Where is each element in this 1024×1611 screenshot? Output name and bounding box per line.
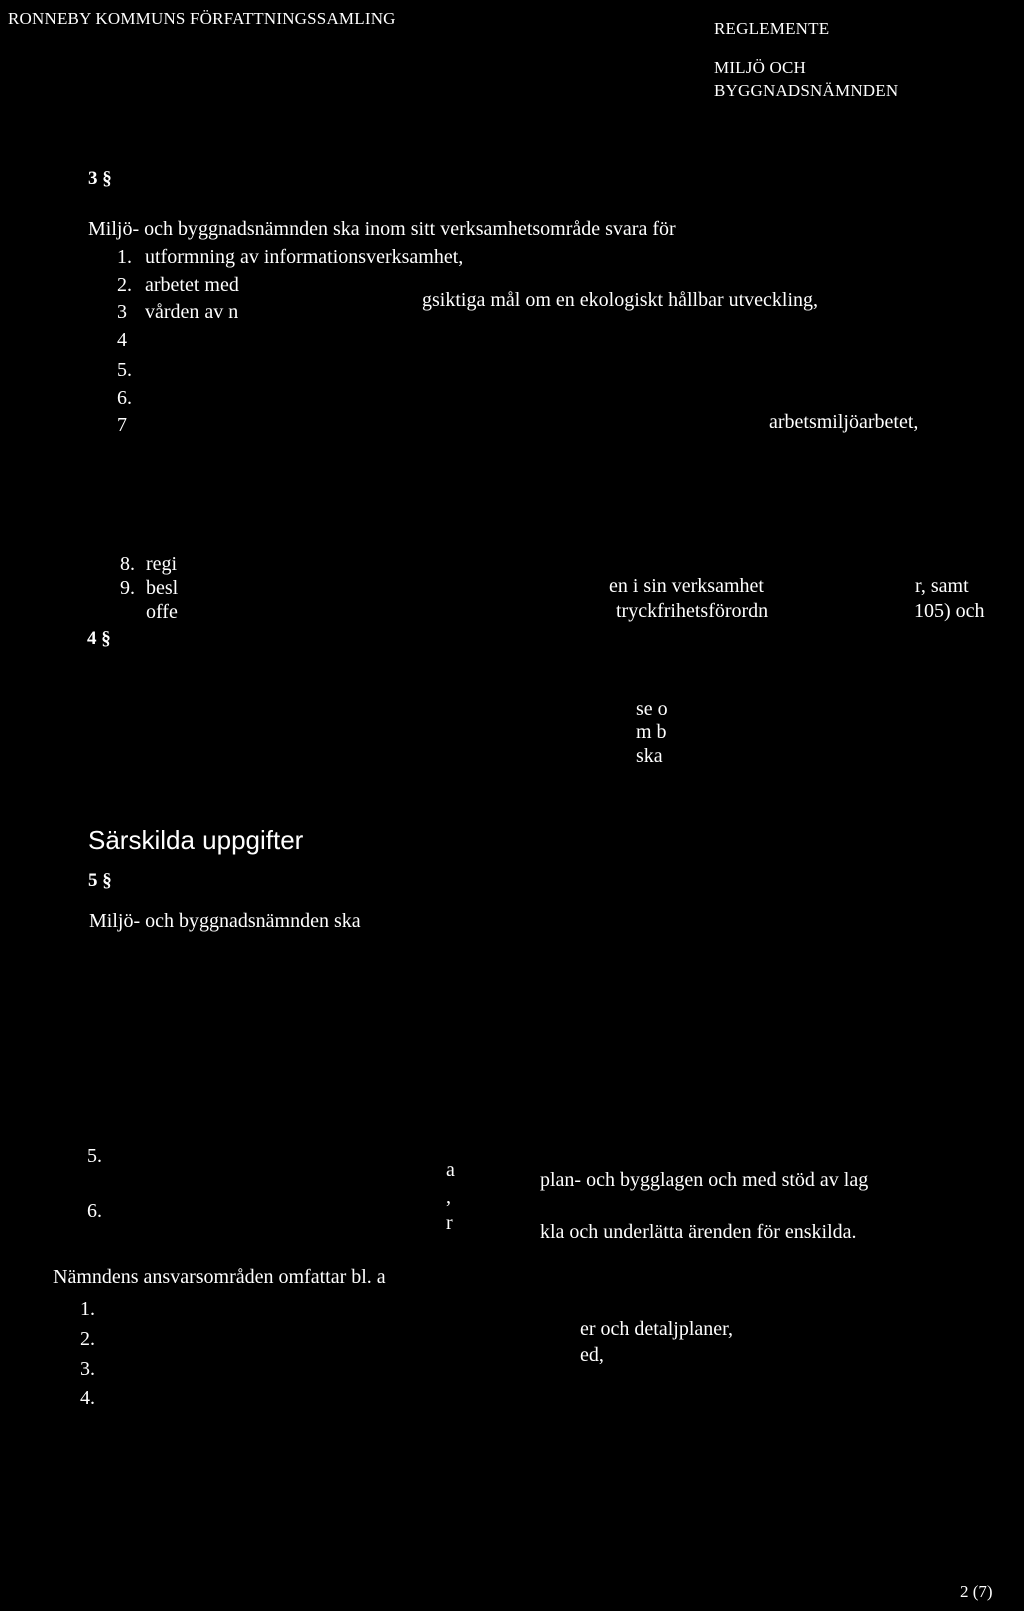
list-item-text-fragment: r, samt — [915, 575, 969, 597]
list-item-text: utformning av informationsverksamhet, — [145, 246, 464, 268]
section-5-mark: 5 § — [88, 870, 112, 891]
section-3-mark: 3 § — [88, 168, 112, 189]
text-fragment: ska — [636, 745, 663, 767]
list-item-text: offe — [146, 601, 178, 623]
list-item-number: 9. — [120, 577, 135, 599]
list-item-number: 3. — [80, 1358, 95, 1380]
list-item-number: 6. — [117, 387, 132, 409]
text-fragment: m b — [636, 721, 667, 743]
list-item-number: 7 — [117, 414, 127, 436]
committee-name-line1: MILJÖ OCH — [714, 58, 806, 77]
section-3-intro: Miljö- och byggnadsnämnden ska inom sitt verksamhetsområde svara för — [88, 218, 676, 240]
list-item-text: er och detaljplaner, — [580, 1318, 734, 1340]
list-item-number: 8. — [120, 553, 135, 575]
list-item-text-fragment: , — [446, 1186, 451, 1208]
list-item-text-fragment: a — [446, 1159, 455, 1181]
list-item-text: vården av n — [145, 301, 239, 323]
list-item-text: arbetet med — [145, 274, 239, 296]
list-item-number: 2. — [80, 1328, 95, 1350]
list-item-number: 1. — [117, 246, 132, 268]
list-item-text: regi — [146, 553, 178, 575]
list-item-text: plan- och bygglagen och med stöd av lag — [540, 1169, 869, 1191]
text-fragment: se o — [636, 698, 668, 720]
list-item-text-fragment: en i sin verksamhet — [609, 575, 764, 597]
list-item-number: 4. — [80, 1387, 95, 1409]
list-item-text-fragment: 105) och — [914, 600, 985, 622]
list-item-number: 1. — [80, 1298, 95, 1320]
document-type: REGLEMENTE — [714, 19, 830, 38]
list-item-text: kla och underlätta ärenden för enskilda. — [540, 1221, 857, 1243]
list-item-text-fragment: gsiktiga mål om en ekologiskt hållbar utveckling, — [422, 289, 819, 311]
list-item-number: 2. — [117, 274, 132, 296]
list-item-number: 3 — [117, 301, 127, 323]
list-item-number: 5. — [117, 359, 132, 381]
section-5-intro: Miljö- och byggnadsnämnden ska — [89, 910, 361, 932]
list-item-text-fragment: tryckfrihetsförordn — [616, 600, 769, 622]
special-tasks-heading: Särskilda uppgifter — [88, 825, 304, 855]
list-item-text: ed, — [580, 1344, 604, 1366]
list-item-number: 4 — [117, 329, 127, 351]
list-item-number: 6. — [87, 1200, 102, 1222]
section-4-mark: 4 § — [87, 628, 111, 649]
page-number: 2 (7) — [960, 1582, 993, 1601]
list-item-text-fragment: r — [446, 1212, 453, 1234]
collection-title: RONNEBY KOMMUNS FÖRFATTNINGSSAMLING — [8, 9, 396, 28]
responsibilities-intro: Nämndens ansvarsområden omfattar bl. a — [53, 1266, 386, 1288]
committee-name-line2: BYGGNADSNÄMNDEN — [714, 81, 899, 100]
list-item-text: besl — [146, 577, 179, 599]
list-item-text-fragment: arbetsmiljöarbetet, — [769, 411, 919, 433]
list-item-number: 5. — [87, 1145, 102, 1167]
